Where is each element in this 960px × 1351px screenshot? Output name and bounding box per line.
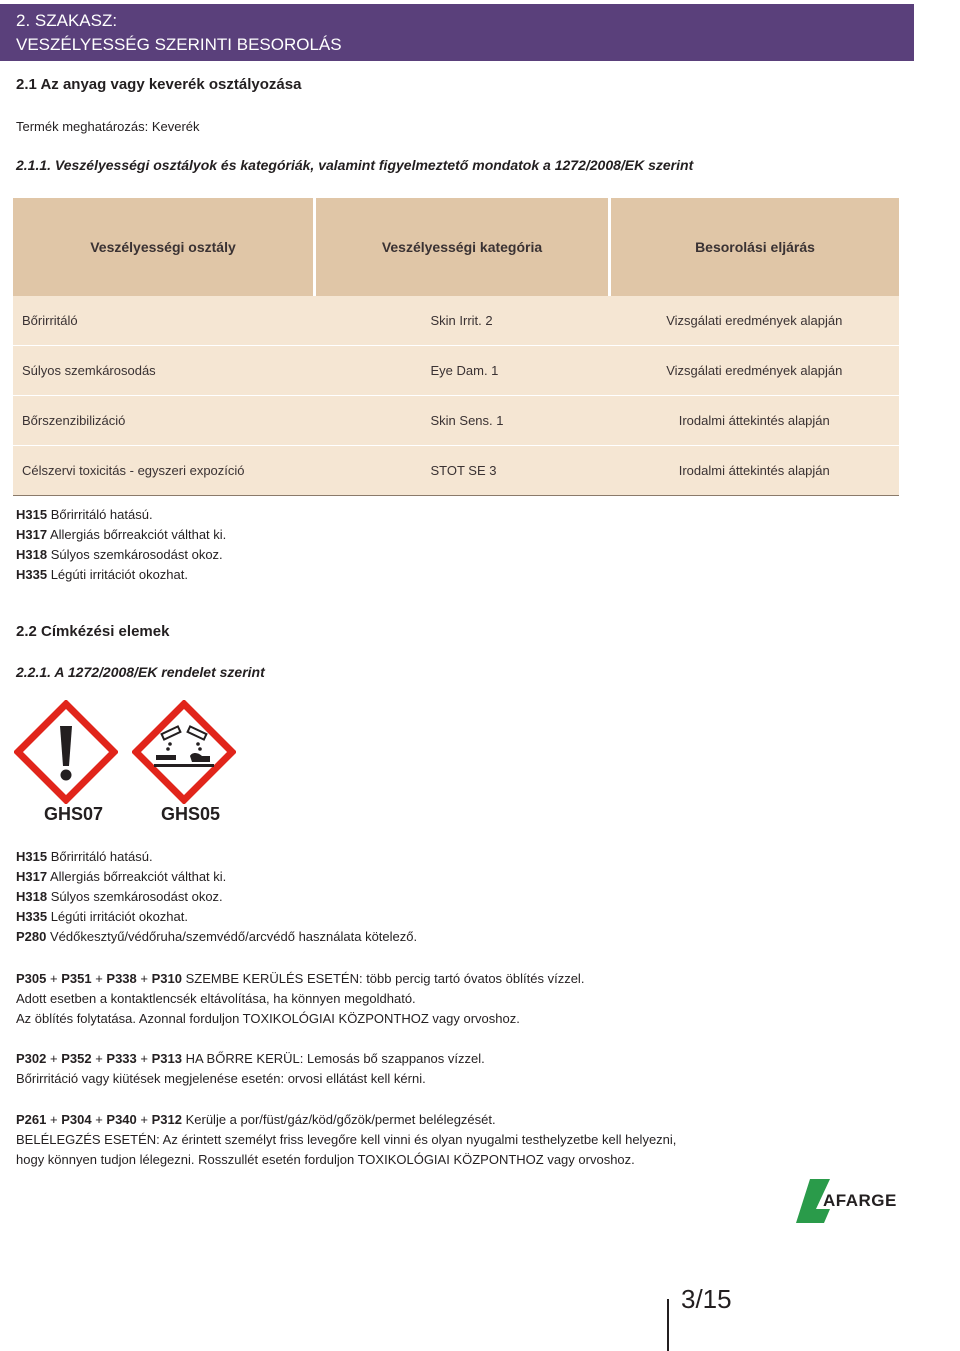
column-header-category: Veszélyességi kategória: [315, 198, 610, 296]
hazard-text: Allergiás bőrreakciót válthat ki.: [47, 869, 227, 884]
precaution-text: SZEMBE KERÜLÉS ESETÉN: több percig tartó óvatos öblítés vízzel.: [181, 971, 585, 986]
precaution-text: Kerülje a por/füst/gáz/köd/gőzök/permet belélegzését.: [181, 1112, 496, 1127]
cell-category: Skin Sens. 1: [315, 396, 610, 446]
cell-category: Skin Irrit. 2: [315, 296, 610, 346]
precaution-paragraph-inhalation: P261 + P304 + P340 + P312 Kerülje a por/füst/gáz/köd/gőzök/permet belélegzését. BELÉLEGZÉS ESETÉN: Az érintett személyt friss levegőre kell vinni és olyan nyugalmi testhelyzetbe kell helyezni, hogy könnyen tudjon lélegezni. Rosszullét esetén forduljon TOXIKOLÓGIAI KÖZPONTHOZ vagy orvoshoz.: [16, 1110, 676, 1170]
precaution-code: P338: [106, 971, 137, 986]
precaution-code: P304: [61, 1112, 92, 1127]
hazard-text: Légúti irritációt okozhat.: [47, 909, 188, 924]
section-title: VESZÉLYESSÉG SZERINTI BESOROLÁS: [16, 35, 342, 54]
hazard-code: H315: [16, 849, 48, 864]
cell-procedure: Vizsgálati eredmények alapján: [610, 346, 900, 396]
precaution-code: P310: [151, 971, 182, 986]
hazard-statement: [16, 525, 226, 545]
hazard-text: Allergiás bőrreakciót válthat ki.: [47, 527, 227, 542]
precaution-code: P302: [16, 1051, 47, 1066]
subsection-2-2-1-heading: 2.2.1. A 1272/2008/EK rendelet szerint: [16, 664, 265, 680]
precaution-text: Bőrirritáció vagy kiütések megjelenése esetén: orvosi ellátást kell kérni.: [16, 1071, 426, 1086]
table-row: [13, 396, 899, 446]
column-header-procedure: Besorolási eljárás: [610, 198, 900, 296]
precaution-code: P312: [151, 1112, 182, 1127]
hazard-statement: [16, 505, 226, 525]
hazard-statement: [16, 847, 417, 867]
corrosion-icon: [132, 700, 236, 804]
precaution-paragraph-eye: P305 + P351 + P338 + P310 SZEMBE KERÜLÉS ESETÉN: több percig tartó óvatos öblítés vízzel. Adott esetben a kontaktlencsék eltávolítása, ha könnyen megoldható. Az öblítés folytatása. Azonnal forduljon TOXIKOLÓGIAI KÖZPONTHOZ vagy orvoshoz.: [16, 969, 584, 1029]
cell-category: Eye Dam. 1: [315, 346, 610, 396]
ghs07-label: GHS07: [44, 804, 104, 824]
hazard-statement: [16, 887, 417, 907]
cell-procedure: Irodalmi áttekintés alapján: [610, 446, 900, 496]
section-header: [0, 4, 914, 61]
cell-class: Bőrszenzibilizáció: [13, 396, 315, 446]
hazard-statement: [16, 907, 417, 927]
precaution-text: Védőkesztyű/védőruha/szemvédő/arcvédő használata kötelező.: [46, 929, 418, 944]
precaution-text: HA BŐRRE KERÜL: Lemosás bő szappanos vízzel.: [181, 1051, 485, 1066]
subsection-2-1-heading: 2.1 Az anyag vagy keverék osztályozása: [16, 76, 302, 93]
table-header-row: [13, 198, 899, 296]
ghs05-label: GHS05: [161, 804, 221, 824]
precaution-text: BELÉLEGZÉS ESETÉN: Az érintett személyt friss levegőre kell vinni és olyan nyugalmi testhelyzetbe kell helyezni,: [16, 1132, 677, 1147]
hazard-text: Légúti irritációt okozhat.: [47, 567, 188, 582]
lafarge-wordmark: AFARGE: [823, 1191, 897, 1210]
cell-category: STOT SE 3: [315, 446, 610, 496]
precaution-code: P280: [16, 929, 47, 944]
product-definition: Termék meghatározás: Keverék: [16, 119, 200, 134]
hazard-statement: [16, 867, 417, 887]
hazard-code: H335: [16, 909, 48, 924]
table-row: [13, 346, 899, 396]
table-row: [13, 446, 899, 496]
precaution-text: hogy könnyen tudjon lélegezni. Rosszullét esetén forduljon TOXIKOLÓGIAI KÖZPONTHOZ vagy orvoshoz.: [16, 1152, 635, 1167]
hazard-code: H315: [16, 507, 48, 522]
precaution-paragraph-skin: P302 + P352 + P333 + P313 HA BŐRRE KERÜL: Lemosás bő szappanos vízzel. Bőrirritáció vagy kiütések megjelenése esetén: orvosi ellátást kell kérni.: [16, 1049, 485, 1089]
precaution-text: Adott esetben a kontaktlencsék eltávolítása, ha könnyen megoldható.: [16, 991, 416, 1006]
hazard-text: Bőrirritáló hatású.: [47, 507, 153, 522]
hazard-code: H317: [16, 869, 48, 884]
exclamation-mark-icon: [14, 700, 118, 804]
hazard-code: H335: [16, 567, 48, 582]
hazard-code: H318: [16, 889, 48, 904]
precaution-code: P305: [16, 971, 47, 986]
subsection-2-1-1-heading: 2.1.1. Veszélyességi osztályok és kategóriák, valamint figyelmeztető mondatok a 1272/2008/EK szerint: [16, 157, 694, 173]
precaution-code: P333: [106, 1051, 137, 1066]
precaution-code: P261: [16, 1112, 47, 1127]
hazard-text: Súlyos szemkárosodást okoz.: [47, 547, 223, 562]
hazard-text: Bőrirritáló hatású.: [47, 849, 153, 864]
hazard-text: Súlyos szemkárosodást okoz.: [47, 889, 223, 904]
hazard-statement: [16, 545, 226, 565]
classification-table: [13, 198, 899, 496]
column-header-class: Veszélyességi osztály: [13, 198, 315, 296]
hazard-code: H317: [16, 527, 48, 542]
page-number-divider: [667, 1299, 669, 1351]
precaution-code: P352: [61, 1051, 92, 1066]
precautionary-statement: [16, 927, 417, 947]
label-statements-list: [16, 847, 417, 947]
cell-procedure: Vizsgálati eredmények alapján: [610, 296, 900, 346]
page-number: 3/15: [681, 1284, 732, 1314]
cell-procedure: Irodalmi áttekintés alapján: [610, 396, 900, 446]
precaution-code: P340: [106, 1112, 137, 1127]
cell-class: Bőrirritáló: [13, 296, 315, 346]
table-row: [13, 296, 899, 346]
precaution-code: P313: [151, 1051, 182, 1066]
section-number: 2. SZAKASZ:: [16, 11, 118, 30]
precaution-code: P351: [61, 971, 92, 986]
hazard-statements-list: [16, 505, 226, 585]
subsection-2-2-heading: 2.2 Címkézési elemek: [16, 623, 170, 640]
precaution-text: Az öblítés folytatása. Azonnal forduljon TOXIKOLÓGIAI KÖZPONTHOZ vagy orvoshoz.: [16, 1011, 520, 1026]
hazard-code: H318: [16, 547, 48, 562]
lafarge-logo: [796, 1179, 926, 1227]
hazard-statement: [16, 565, 226, 585]
cell-class: Célszervi toxicitás - egyszeri expozíció: [13, 446, 315, 496]
cell-class: Súlyos szemkárosodás: [13, 346, 315, 396]
